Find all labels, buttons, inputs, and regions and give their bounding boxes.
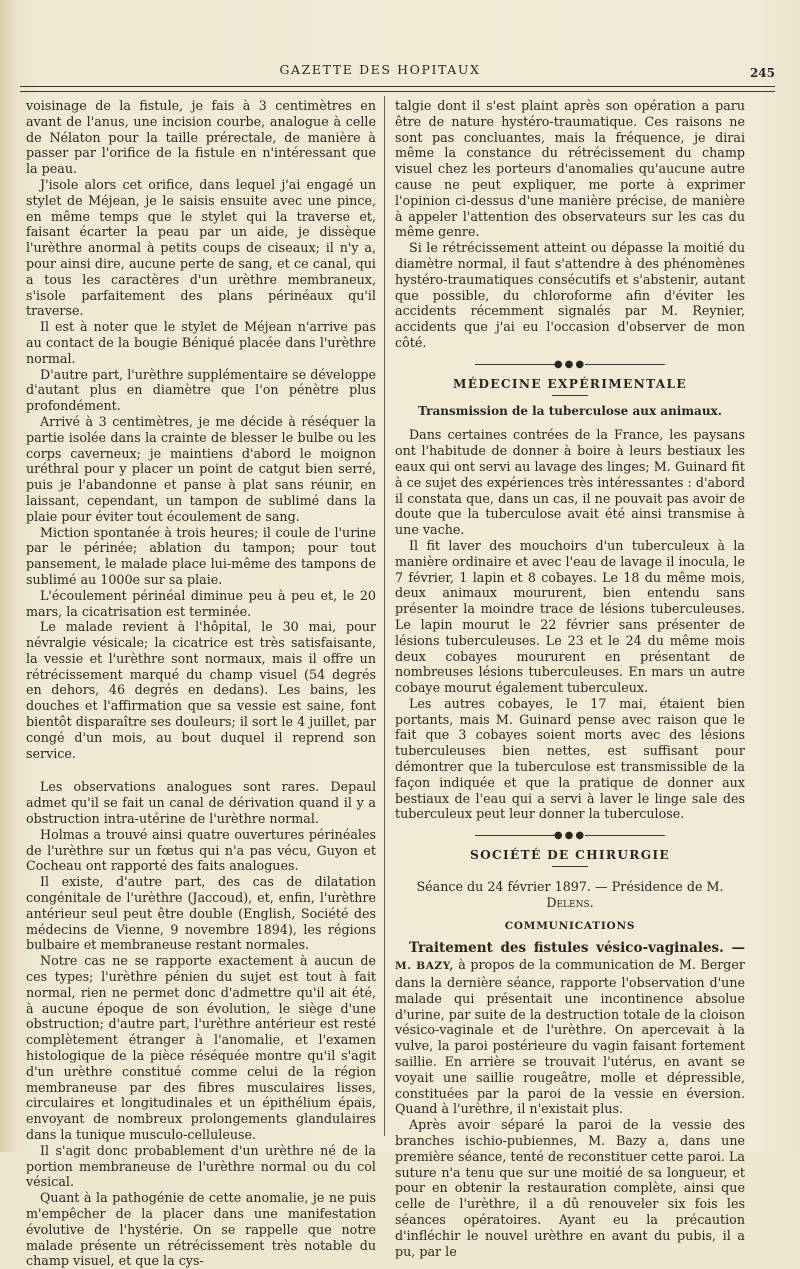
author-name: M. BAZY,: [395, 960, 454, 973]
article-lead-title: Traitement des fistules vésico-vaginales. —: [409, 940, 745, 957]
journal-title: GAZETTE DES HOPITAUX: [279, 62, 481, 77]
ornament-icon: ●●●: [553, 358, 587, 370]
article-title: Transmission de la tuberculose aux animaux.: [418, 403, 722, 418]
paragraph: Il est à noter que le stylet de Méjean n'arrive pas au contact de la bougie Béniqué placée dans l'urèthre normal.: [26, 319, 376, 366]
paragraph: Les autres cobayes, le 17 mai, étaient bien portants, mais M. Guinard pense avec raison que le fait que 3 cobayes soient morts avec des lésions tuberculeuses bien nettes, est suffisant pour démontrer que la tuberculose est transmissible de la façon indiquée et que la pratique de donner aux bestiaux de l'eau qui a servi à laver le linge sale des tuberculeux peut leur donner la tuberculose.: [395, 695, 745, 822]
paragraph: Holmas a trouvé ainsi quatre ouvertures périnéales de l'urèthre sur un fœtus qui n'a pas vécu, Guyon et Cocheau ont rapporté des faits analogues.: [26, 826, 376, 874]
article-lead-text: à propos de la communication de M. Berger dans la dernière séance, rapporte l'observation d'une malade qui présentait une incontinence absolue d'urine, par suite de la destruction totale de la cloison vésico-vaginale et de l'urèthre. On apercevait à la vulve, la paroi postérieure du vagin faisant fortement saillie. En arrière se trouvait l'utérus, en avant se voyait une saillie rougeâtre, molle et dépressible, constituées par la paroi de la vessie en éversion. Quand à l'urèthre, il n'existait plus.: [395, 957, 745, 1117]
left-column: [26, 98, 376, 1269]
paragraph: Il fit laver des mouchoirs d'un tuberculeux à la manière ordinaire et avec l'eau de lavage il inocula, le 7 février, 1 lapin et 8 cobayes. Le 18 du même mois, deux animaux moururent, bien entendu sans présenter la moindre trace de lésions tuberculeuses. Le lapin mourut le 22 février sans présenter de lésions tuberculeuses. Le 23 et le 24 du même mois deux cobayes moururent en présentant de nombreuses lésions tuberculeuses. En mars un autre cobaye mourut également tuberculeux.: [395, 537, 745, 696]
section-separator: [395, 828, 745, 842]
page-number: 245: [749, 66, 775, 80]
ornament-icon: ●●●: [553, 830, 587, 842]
section-title: MÉDECINE EXPÉRIMENTALE: [453, 376, 687, 391]
paragraph: L'écoulement périnéal diminue peu à peu et, le 20 mars, la cicatrisation est terminée.: [26, 587, 376, 619]
paragraph: talgie dont il s'est plaint après son opération a paru être de nature hystéro-traumatique. Ces raisons ne sont pas concluantes, mais la fréquence, je dirai même la constance du rétrécissement du champ visuel chez les porteurs d'anomalies qu'aucune autre cause ne peut expliquer, me porte à exprimer l'opinion ci-dessus d'une manière précise, de manière à appeler l'attention des observateurs sur les cas du même genre.: [395, 98, 745, 240]
paragraph: voisinage de la fistule, je fais à 3 centimètres en avant de l'anus, une incision courbe, analogue à celle de Nélaton pour la taille prérectale, de manière à passer par l'orifice de la fistule en n'intéressant que la peau.: [26, 98, 376, 177]
paragraph: Le malade revient à l'hôpital, le 30 mai, pour névralgie vésicale; la cicatrice est très satisfaisante, la vessie et l'urèthre sont normaux, mais il offre un rétrécissement marqué du champ visuel (54 degrés en dehors, 46 degrés en dedans). Les bains, les douches et l'affirmation que sa vessie est saine, font bientôt disparaître ses douleurs; il sort le 4 juillet, par congé d'un mois, au bout duquel il reprend son service.: [26, 619, 376, 761]
section-title: SOCIÉTÉ DE CHIRURGIE: [469, 848, 670, 863]
paragraph: Après avoir séparé la paroi de la vessie des branches ischio-pubiennes, M. Bazy a, dans une première séance, tenté de reconstituer cette paroi. La suture n'a tenu que sur une moitié de sa longueur, et pour en obtenir la restauration complète, ainsi que celle de l'urèthre, il a dû renouveler six fois les séances opératoires. Ayant eu la précaution d'infléchir le nouvel urèthre en avant du pubis, il a pu, par le: [395, 1117, 745, 1259]
paragraph: Arrivé à 3 centimètres, je me décide à réséquer la partie isolée dans la crainte de blesser le bulbe ou les corps caverneux; je maintiens d'abord le moignon uréthral pour y placer un point de catgut bien serré, puis je l'abandonne et panse à plat sans réunir, en laissant, cependant, un tampon de sublimé dans la plaie pour éviter tout écoulement de sang.: [26, 413, 376, 524]
session-president: Delens.: [546, 894, 594, 910]
divider: [552, 395, 588, 396]
paragraph: Il s'agit donc probablement d'un urèthre né de la portion membraneuse de l'urèthre normal ou du col vésical.: [26, 1142, 376, 1190]
paragraph-gap: [26, 761, 376, 779]
paragraph: Si le rétrécissement atteint ou dépasse la moitié du diamètre normal, il faut s'attendre à des phénomènes hystéro-traumatiques consécutifs et s'abstenir, autant que possible, du chloroforme afin d'éviter les accidents récemment signalés par M. Reynier, accidents que j'ai eu l'occasion d'observer de mon côté.: [395, 240, 745, 350]
paragraph: D'autre part, l'urèthre supplémentaire se développe d'autant plus en diamètre que l'on pénètre plus profondément.: [26, 366, 376, 414]
divider: [552, 866, 588, 867]
right-column: [395, 98, 745, 1259]
paragraph: Notre cas ne se rapporte exactement à aucun de ces types; l'urèthre pénien du sujet est tout à fait normal, rien ne permet donc d'admettre qu'il ait été, à aucune époque de son évolution, le siège d'une obstruction; d'autre part, l'urèthre antérieur est resté complètement étranger à l'anomalie, et l'examen histologique de la pièce réséquée montre qu'il s'agit d'un urèthre constitué comme celui de la région membraneuse par des fibres musculaires lisses, circulaires et longitudinales et un épithélium épais, envoyant de nombreux prolongements glandulaires dans la tunique musculo-celluleuse.: [26, 953, 376, 1142]
paragraph: Il existe, d'autre part, des cas de dilatation congénitale de l'urèthre (Jaccoud), et, enfin, l'urèthre antérieur seul peut être double (English, Société des médecins de Vienne, 9 novembre 1894), les régions bulbaire et membraneuse restant normales.: [26, 874, 376, 953]
paragraph: J'isole alors cet orifice, dans lequel j'ai engagé un stylet de Méjean, je le saisis ensuite avec une pince, en même temps que le stylet qui la traverse et, faisant écarter la peau par un aide, je dissèque l'urèthre anormal à petits coups de ciseaux; il n'y a, pour ainsi dire, aucune perte de sang, et ce canal, qui a tous les caractères d'un urèthre membraneux, s'isole parfaitement des plans périnéaux qu'il traverse.: [26, 176, 376, 319]
communications-heading: COMMUNICATIONS: [504, 919, 636, 932]
paragraph: Dans certaines contrées de la France, les paysans ont l'habitude de donner à boire à leurs bestiaux les eaux qui ont servi au lavage des linges; M. Guinard fit à ce sujet des expériences très intéressantes : d'abord il constata que, dans un cas, il ne pouvait pas avoir de doute que la tuberculose avait été ainsi transmise à une vache.: [395, 427, 745, 538]
page-header: [20, 62, 775, 86]
paragraph: Les observations analogues sont rares. Depaul admet qu'il se fait un canal de dérivation quand il y a obstruction intra-utérine de l'urèthre normal.: [26, 779, 376, 827]
session-line: [395, 879, 745, 911]
paragraph: [395, 940, 745, 1117]
session-date: Séance du 24 février 1897. — Présidence de M.: [416, 879, 724, 895]
paragraph: Miction spontanée à trois heures; il coule de l'urine par le périnée; ablation du tampon; pour tout pansement, le malade place lui-même des tampons de sublimé au 1000e sur sa plaie.: [26, 524, 376, 587]
column-divider: [384, 96, 385, 1136]
paragraph: Quant à la pathogénie de cette anomalie, je ne puis m'empêcher de la placer dans une manifestation évolutive de l'hystérie. On se rappelle que notre malade présente un rétrécissement très notable du champ visuel, et que la cys-: [26, 1190, 376, 1269]
header-rule-top: [20, 86, 775, 87]
header-rule-bottom: [20, 91, 775, 92]
section-separator: [395, 357, 745, 371]
